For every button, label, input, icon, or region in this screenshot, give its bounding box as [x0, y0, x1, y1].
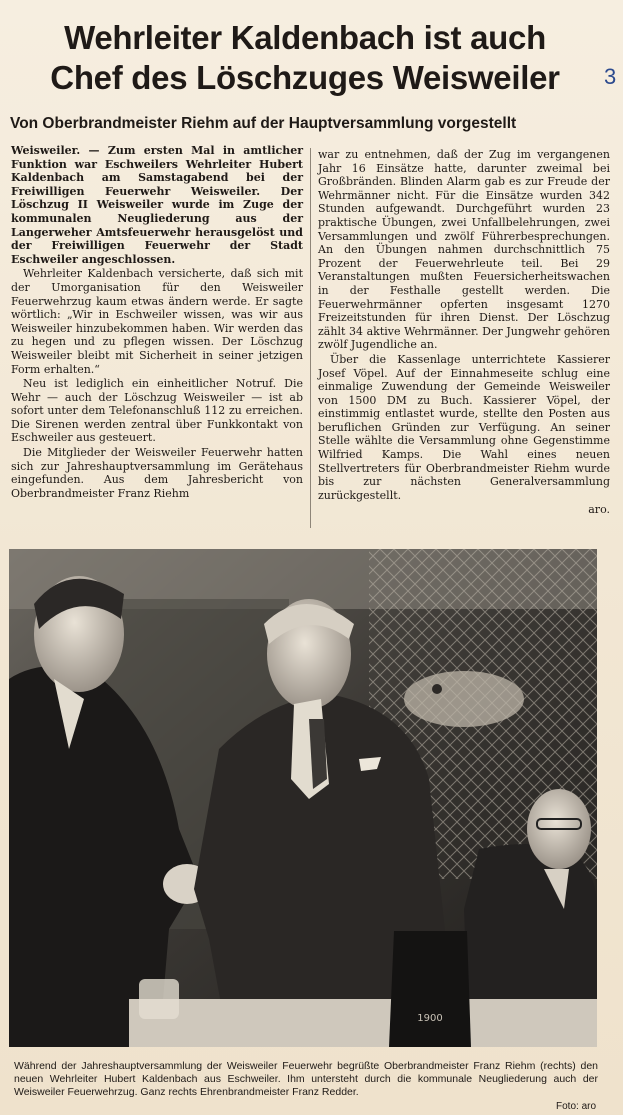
- body-paragraph: war zu entnehmen, daß der Zug im vergangenen Jahr 16 Einsätze hatte, darunter zweimal bei Großbränden. Blinden Alarm gab es zur Freude der Wehrmänner nicht. Für die Einsätze wurden 342 Stunden aufgewandt. Durchgeführt wurden 23 praktische Übungen, zwei Unfallbelehrungen, zwei Versammlungen und zwölf Führerbesprechungen. An den Übungen nahmen durchschnittlich 75 Prozent der Feuerwehrleute teil. Bei 29 Veranstaltungen mußten Feuersicherheitswachen in der Festhalle gestellt werden. Die Feuerwehrmänner opferten insgesamt 1270 Freizeitstunden für ihren Dienst. Der Löschzug zählt 34 aktive Wehrmänner. Der Jungwehr gehören zwölf Jugendliche an.: [318, 148, 610, 352]
- headline-line-1: Wehrleiter Kaldenbach ist auch: [64, 19, 546, 56]
- subheadline: Von Oberbrandmeister Riehm auf der Hauptversammlung vorgestellt: [10, 115, 517, 132]
- handwritten-page-marker: 3: [604, 64, 617, 89]
- headline: [10, 18, 600, 98]
- news-photo: [9, 549, 597, 1047]
- trophy: [139, 979, 179, 1019]
- body-paragraph: Über die Kassenlage unterrichtete Kassierer Josef Vöpel. Auf der Einnahmeseite schlug eine einmalige Zuwendung der Gemeinde Weisweiler von 1500 DM zu Buch. Kassierer Vöpel, der einstimmig entlastet wurde, stellte den Posten aus beruflichen Gründen zur Verfügung. An seiner Stelle wählte die Versammlung ohne Gegenstimme Wilfried Kamps. Die Wahl eines neuen Stellvertreters für Oberbrandmeister Riehm wurde bis zur nächsten Generalversammlung zurückgestellt.: [318, 352, 610, 502]
- body-paragraph: Wehrleiter Kaldenbach versicherte, daß sich mit der Umorganisation für den Weisweiler Feuerwehrzug kaum etwas ändern werde. Er sagte wörtlich: „Wir in Eschweiler wissen, was wir aus Weisweiler hinzubekommen haben. Wir werden das zu hegen und zu pflegen wissen. Der Löschzug Weisweiler bleibt mit Sicherheit in seiner jetzigen Form erhalten.“: [11, 267, 303, 376]
- headline-line-2: Chef des Löschzuges Weisweiler: [50, 59, 560, 96]
- photo-credit: Foto: aro: [556, 1101, 597, 1112]
- body-paragraph: Neu ist lediglich ein einheitlicher Notruf. Die Wehr — auch der Löschzug Weisweiler — ist ab sofort unter dem Telefonanschluß 112 zu erreichen. Die Sirenen werden zentral über Funkkontakt von Eschweiler aus gesteuert.: [11, 377, 303, 445]
- memorial-plaque: [389, 931, 471, 1047]
- column-divider: [310, 148, 311, 528]
- plaque-year: 1900: [417, 1013, 443, 1024]
- article-column-left: [11, 144, 303, 501]
- fish-decoration: [404, 671, 524, 727]
- photo-caption: Während der Jahreshauptversammlung der Weisweiler Feuerwehr begrüßte Oberbrandmeister Franz Riehm (rechts) den neuen Wehrleiter Hubert Kaldenbach aus Eschweiler. Ihm untersteht durch die kommunale Neugliederung auch der Weisweiler Feuerwehrzug. Ganz rechts Ehrenbrandmeister Franz Redder.: [14, 1060, 598, 1098]
- body-paragraph: Die Mitglieder der Weisweiler Feuerwehr hatten sich zur Jahreshauptversammlung im Gerätehaus eingefunden. Aus dem Jahresbericht von Oberbrandmeister Franz Riehm: [11, 446, 303, 500]
- lead-paragraph: Weisweiler. — Zum ersten Mal in amtlicher Funktion war Eschweilers Wehrleiter Hubert Kaldenbach am Samstagabend bei der Freiwilligen Feuerwehr Weisweiler. Der Löschzug II Weisweiler wurde im Zuge der kommunalen Neugliederung aus der Langerweher Amtsfeuerwehr herausgelöst und der Freiwilligen Feuerwehr der Stadt Eschweiler angeschlossen.: [11, 144, 303, 266]
- article-column-right: [318, 148, 610, 518]
- author-signature: aro.: [588, 503, 610, 517]
- photo-illustration: [9, 549, 597, 1047]
- table: [129, 999, 597, 1047]
